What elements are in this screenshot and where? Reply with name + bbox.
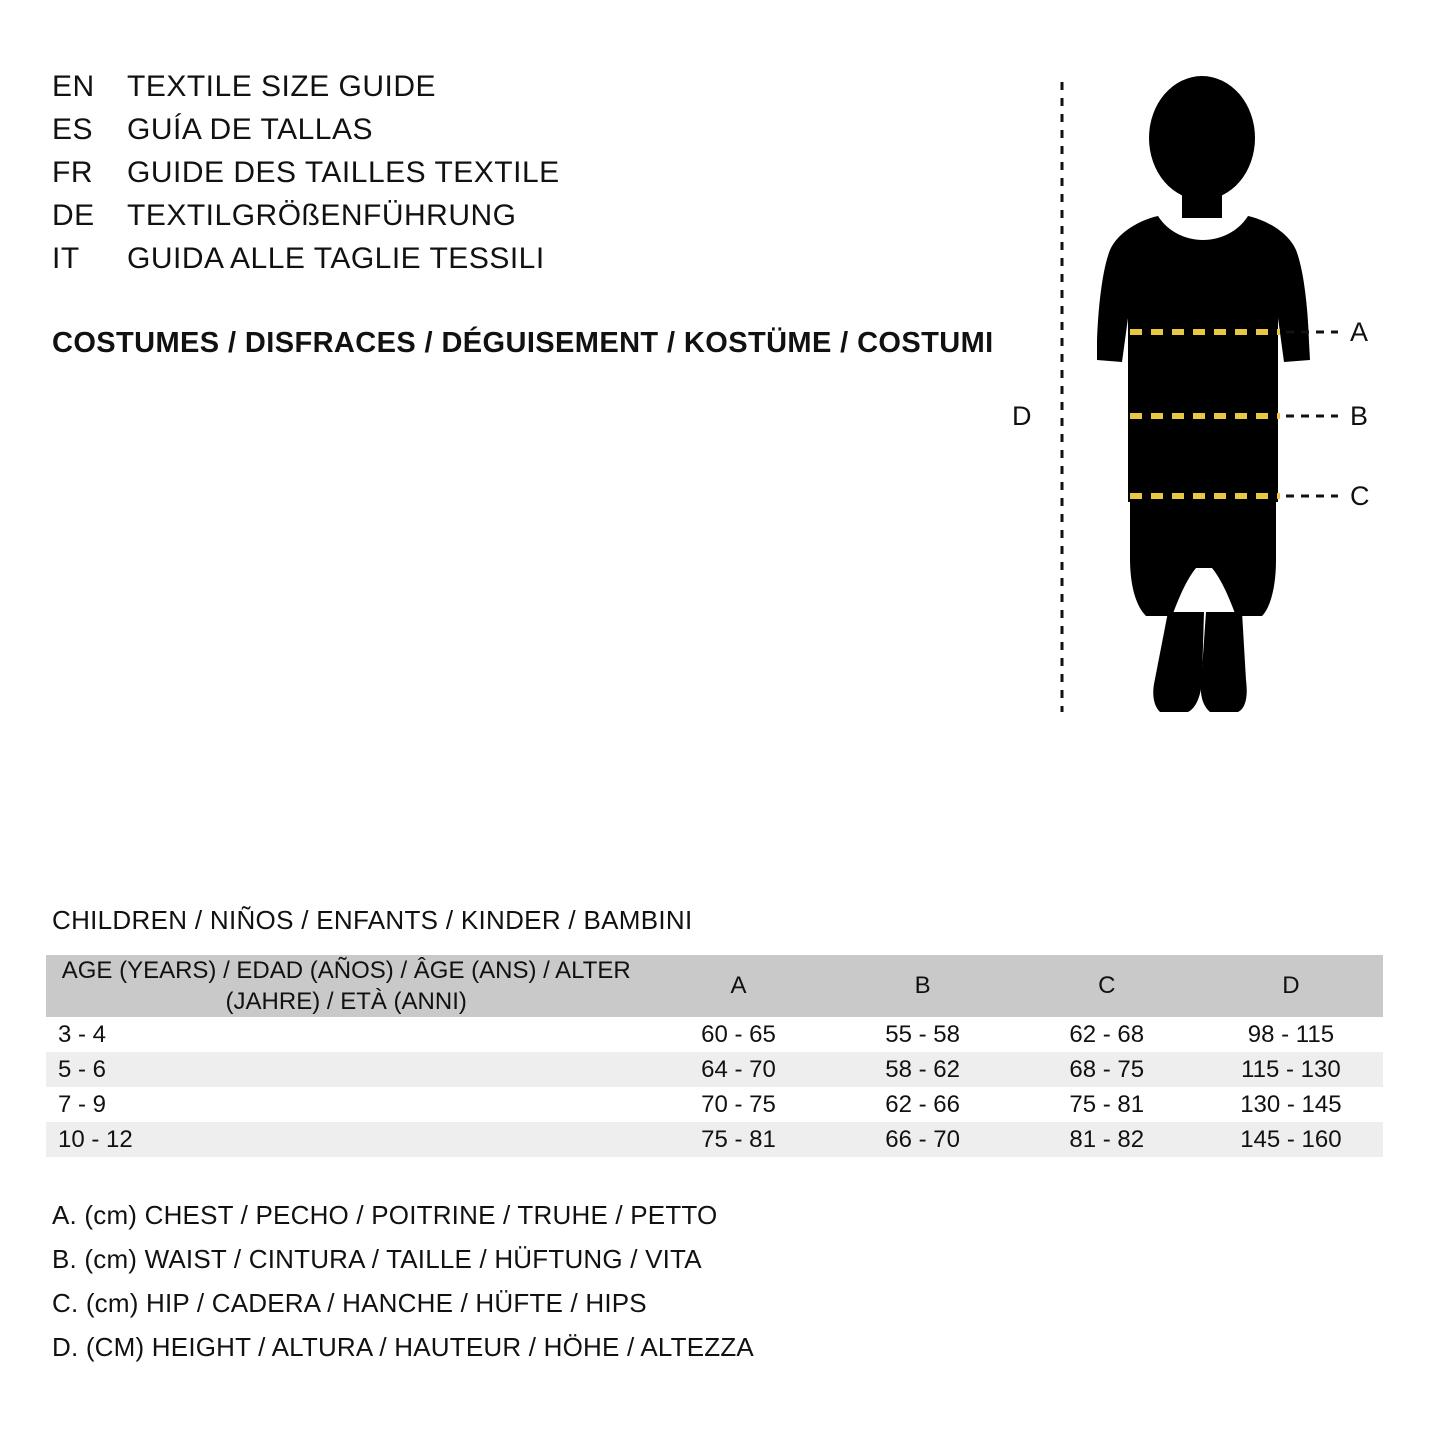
- figure-label-b: B: [1350, 401, 1369, 431]
- silhouette-figure-icon: [990, 60, 1410, 720]
- cell-hip: 62 - 68: [1069, 1020, 1145, 1048]
- language-row: [52, 70, 952, 113]
- cell-height: 98 - 115: [1247, 1020, 1335, 1048]
- cell-height: 130 - 145: [1240, 1090, 1342, 1118]
- column-header-b: B: [914, 972, 931, 1000]
- language-list: [52, 70, 952, 285]
- cell-hip: 75 - 81: [1069, 1090, 1145, 1118]
- column-header-age: AGE (YEARS) / EDAD (AÑOS) / ÂGE (ANS) / ALTER (JAHRE) / ETÀ (ANNI): [61, 957, 631, 1016]
- cell-waist: 62 - 66: [885, 1090, 960, 1118]
- cell-age: 3 - 4: [58, 1020, 107, 1048]
- table-row: [46, 1052, 1383, 1087]
- legend-item-waist: B. (cm) WAIST / CINTURA / TAILLE / HÜFTUNG / VITA: [52, 1244, 702, 1274]
- figure-label-a: A: [1350, 317, 1369, 347]
- cell-waist: 66 - 70: [885, 1125, 960, 1153]
- cell-hip: 68 - 75: [1069, 1055, 1145, 1083]
- figure-label-c: C: [1350, 481, 1370, 511]
- cell-chest: 75 - 81: [701, 1125, 776, 1153]
- table-header-row: [46, 955, 1383, 1017]
- language-code: IT: [52, 242, 80, 275]
- column-header-a: A: [730, 972, 747, 1000]
- legend-list: [52, 1200, 952, 1376]
- cell-hip: 81 - 82: [1069, 1125, 1145, 1153]
- table-body: [46, 1017, 1383, 1157]
- category-heading: COSTUMES / DISFRACES / DÉGUISEMENT / KOSTÜME / COSTUMI: [52, 327, 994, 359]
- size-table: [46, 955, 1383, 1157]
- table-section-title: CHILDREN / NIÑOS / ENFANTS / KINDER / BAMBINI: [52, 905, 693, 935]
- table-header: [46, 955, 1383, 1017]
- cell-chest: 64 - 70: [701, 1055, 776, 1083]
- language-code: FR: [52, 156, 93, 189]
- cell-waist: 58 - 62: [885, 1055, 960, 1083]
- table-row: [46, 1017, 1383, 1052]
- language-title: TEXTILE SIZE GUIDE: [127, 70, 437, 103]
- table-row: [46, 1122, 1383, 1157]
- legend-item-height: D. (CM) HEIGHT / ALTURA / HAUTEUR / HÖHE / ALTEZZA: [52, 1332, 754, 1362]
- column-header-c: C: [1098, 972, 1116, 1000]
- language-code: ES: [52, 113, 94, 146]
- language-title: GUÍA DE TALLAS: [127, 113, 373, 146]
- language-code: DE: [52, 199, 95, 232]
- cell-age: 7 - 9: [58, 1090, 107, 1118]
- cell-age: 10 - 12: [58, 1125, 133, 1153]
- cell-waist: 55 - 58: [885, 1020, 960, 1048]
- legend-item-chest: A. (cm) CHEST / PECHO / POITRINE / TRUHE / PETTO: [52, 1200, 718, 1230]
- language-title: TEXTILGRÖßENFÜHRUNG: [127, 199, 517, 232]
- language-row: [52, 156, 952, 199]
- cell-chest: 60 - 65: [701, 1020, 776, 1048]
- figure-label-d: D: [1012, 401, 1032, 431]
- cell-height: 115 - 130: [1241, 1055, 1341, 1083]
- language-title: GUIDA ALLE TAGLIE TESSILI: [127, 242, 545, 275]
- column-header-d: D: [1282, 972, 1300, 1000]
- cell-height: 145 - 160: [1240, 1125, 1342, 1153]
- language-row: [52, 199, 952, 242]
- cell-age: 5 - 6: [58, 1055, 107, 1083]
- cell-chest: 70 - 75: [701, 1090, 776, 1118]
- language-title: GUIDE DES TAILLES TEXTILE: [127, 156, 560, 189]
- table-row: [46, 1087, 1383, 1122]
- language-row: [52, 113, 952, 156]
- legend-item-hip: C. (cm) HIP / CADERA / HANCHE / HÜFTE / HIPS: [52, 1288, 647, 1318]
- measurement-diagram: [990, 60, 1410, 720]
- language-code: EN: [52, 70, 95, 103]
- language-row: [52, 242, 952, 285]
